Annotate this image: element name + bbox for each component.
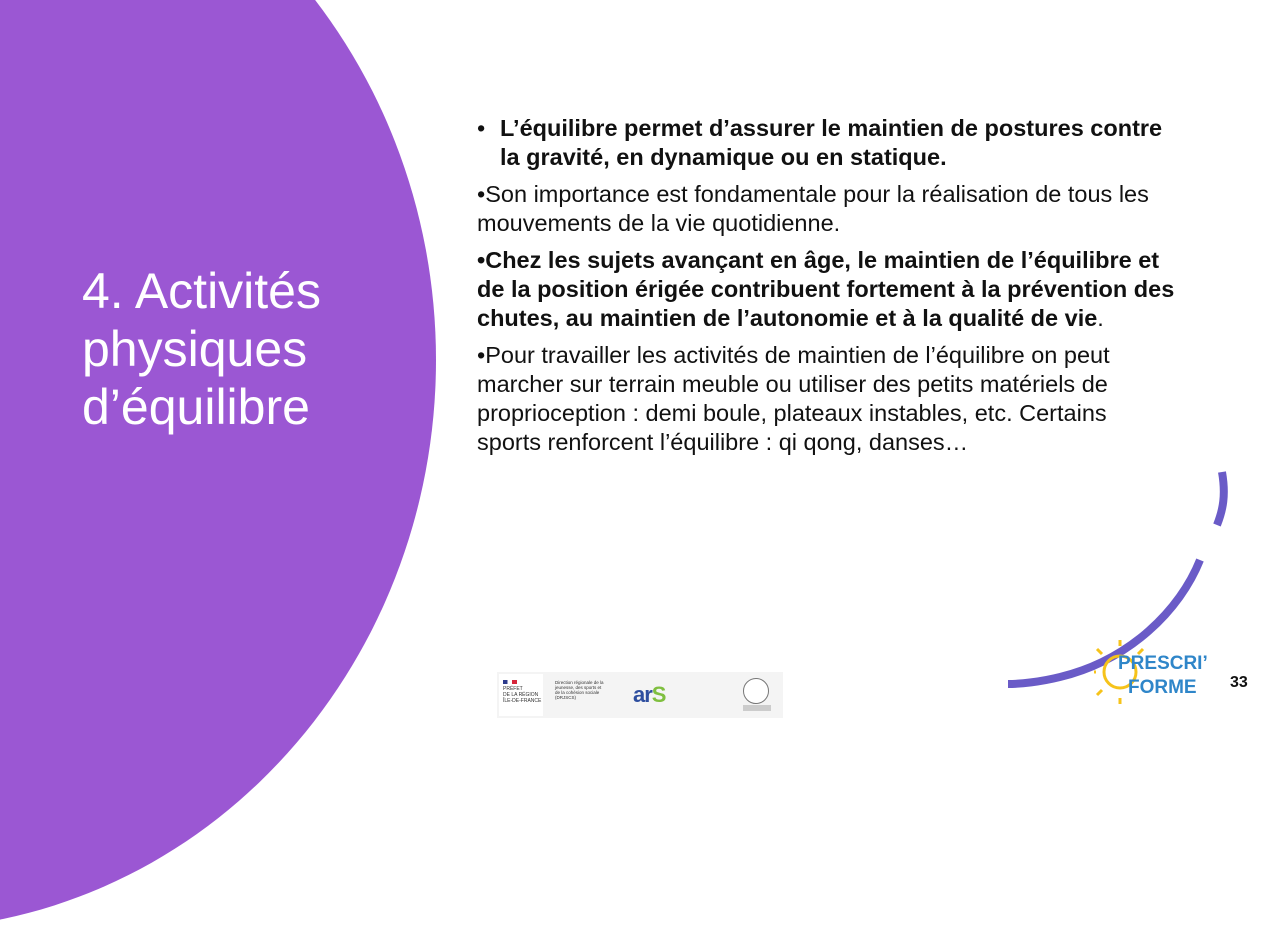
bullet-point-3-bold-text: Chez les sujets avançant en âge, le maintien de l’équilibre et de la position érigée contribuent fortement à la prévention des chutes, au maintien de l’autonomie et à la qualité de vie: [477, 247, 1175, 331]
seal-caption: [743, 705, 771, 711]
french-flag-icon: [503, 680, 517, 684]
brand-line-2: FORME: [1128, 677, 1197, 698]
bullet-marker: •: [477, 342, 486, 368]
prefet-line-3: ÎLE-DE-FRANCE: [503, 698, 542, 704]
prefet-line-1: PRÉFET: [503, 686, 523, 692]
prefet-logo: [499, 674, 543, 716]
title-line-1: 4. Activités: [82, 263, 321, 319]
bullet-marker: •: [477, 115, 486, 141]
drjs-logo-text: Direction régionale de la jeunesse, des sports et de la cohésion sociale (DRJSCS): [555, 680, 604, 700]
ars-logo-main: ar: [633, 682, 652, 707]
ars-logo: [633, 682, 665, 708]
ars-logo-accent: S: [651, 682, 666, 707]
bullet-marker: •: [477, 181, 486, 207]
prescri-forme-logo: [1094, 638, 1214, 708]
bullet-point-3-tail: .: [1097, 305, 1104, 331]
bullet-point-4-text: Pour travailler les activités de maintien de l’équilibre on peut marcher sur terrain meuble ou utiliser des petits matériels de proprioception : demi boule, plateaux instables, etc. Certains sports renforcent l’équilibre : qi qong, danses…: [477, 342, 1110, 455]
bullet-point-2-text: Son importance est fondamentale pour la réalisation de tous les mouvements de la vie quotidienne.: [477, 181, 1149, 236]
prefet-line-2: DE LA RÉGION: [503, 692, 539, 698]
brand-line-1: PRESCRI’: [1118, 653, 1208, 674]
title-line-3: d’équilibre: [82, 379, 310, 435]
bullet-point-1-text: L’équilibre permet d’assurer le maintien de postures contre la gravité, en dynamique ou en statique.: [500, 115, 1163, 170]
partner-logos: [497, 672, 783, 718]
page-number: 33: [1230, 674, 1248, 691]
seal-icon: [743, 678, 769, 704]
title-line-2: physiques: [82, 321, 308, 377]
bullet-marker: •: [477, 247, 486, 273]
